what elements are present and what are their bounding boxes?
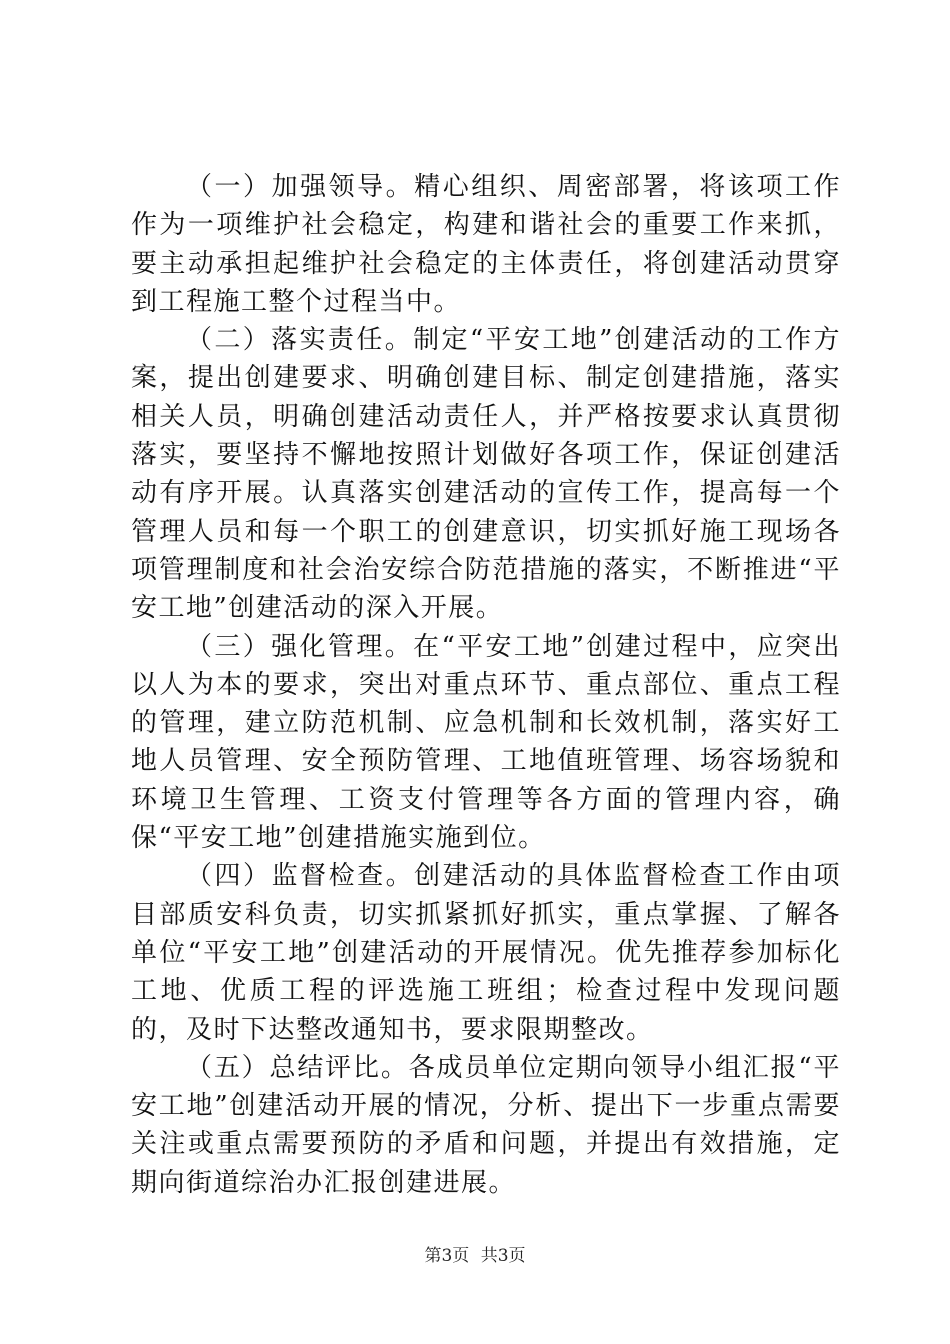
- paragraph-management: （三）强化管理。在“平安工地”创建过程中，应突出以人为本的要求，突出对重点环节、重点部位、重点工程的管理，建立防范机制、应急机制和长效机制，落实好工地人员管理、安全预防管理、工地值班管理、场容场貌和环境卫生管理、工资支付管理等各方面的管理内容，确保“平安工地”创建措施实施到位。: [131, 631, 841, 854]
- page-total: 共3页: [480, 1246, 526, 1266]
- paragraph-leadership: （一）加强领导。精心组织、周密部署，将该项工作作为一项维护社会稳定，构建和谐社会的重要工作来抓，要主动承担起维护社会稳定的主体责任，将创建活动贯穿到工程施工整个过程当中。: [131, 172, 841, 317]
- paragraph-responsibility: （二）落实责任。制定“平安工地”创建活动的工作方案，提出创建要求、明确创建目标、制定创建措施，落实相关人员，明确创建活动责任人，并严格按要求认真贯彻落实，要坚持不懈地按照计划做好各项工作，保证创建活动有序开展。认真落实创建活动的宣传工作，提高每一个管理人员和每一个职工的创建意识，切实抓好施工现场各项管理制度和社会治安综合防范措施的落实，不断推进“平安工地”创建活动的深入开展。: [131, 325, 841, 624]
- paragraph-supervision: （四）监督检查。创建活动的具体监督检查工作由项目部质安科负责，切实抓紧抓好抓实，重点掌握、了解各单位“平安工地”创建活动的开展情况。优先推荐参加标化工地、优质工程的评选施工班组；检查过程中发现问题的，及时下达整改通知书，要求限期整改。: [131, 861, 841, 1045]
- paragraph-evaluation: （五）总结评比。各成员单位定期向领导小组汇报“平安工地”创建活动开展的情况，分析、提出下一步重点需要关注或重点需要预防的矛盾和问题，并提出有效措施，定期向街道综治办汇报创建进展。: [131, 1052, 841, 1198]
- page-number: 第3页: [424, 1246, 470, 1266]
- document-body: [131, 168, 841, 1202]
- page-footer: [0, 1244, 950, 1268]
